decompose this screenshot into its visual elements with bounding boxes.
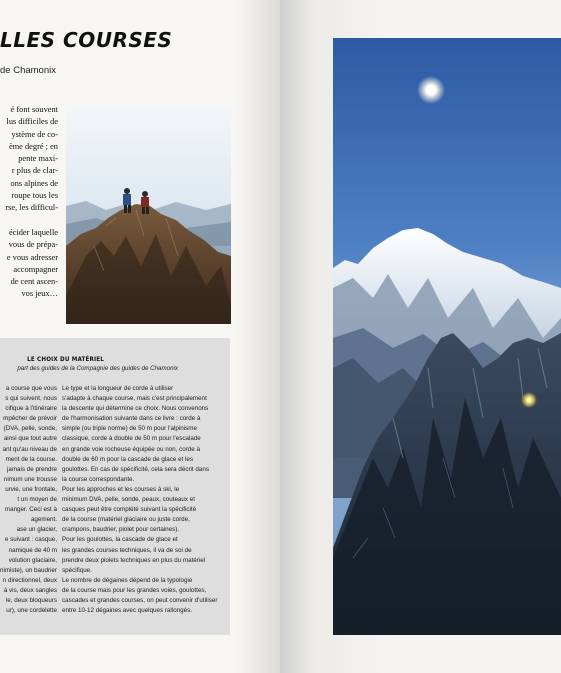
text-line: crampons, baudrier, piolet pour certaines). [62, 526, 180, 534]
text-line: urvie, une frontale, [5, 485, 57, 493]
intro-line: écider laquelle [8, 227, 58, 237]
text-line: en grande voie rocheuse équipée ou non, corde à [62, 445, 200, 453]
intro-line: rse, les difficul- [5, 203, 58, 213]
text-line: double de 60 m pour la cascade de glace et les [62, 455, 193, 463]
text-line: cascades et grandes courses, on peut convenir d'utiliser [62, 596, 218, 604]
text-line: s'adapte à chaque course, mais c'est principalement [62, 395, 207, 403]
text-line: ant qu'au niveau de [2, 445, 57, 453]
text-line: namique de 40 m [8, 546, 57, 554]
text-line: la descente qui détermine ce choix. Nous convenons [62, 405, 209, 413]
text-line: mpêcher de prévoir [3, 415, 57, 423]
sidebar-subtitle: part des guides de la Compagnie des guides de Chamonix [17, 365, 178, 372]
text-line: nimum une trousse [3, 475, 57, 483]
text-line: t un moyen de [17, 496, 57, 504]
text-line: minimum DVA, pelle, sonde, peaux, couteaux et [62, 496, 195, 504]
text-line: casques peut être complété suivant la spécificité [62, 506, 197, 514]
sidebar-column-left [0, 384, 57, 616]
text-line: à vis, deux sangles [3, 586, 57, 594]
text-line: nimiste), un baudrier [0, 566, 57, 574]
text-line: de la course (matériel glaciaire ou juste corde, [62, 516, 190, 524]
sidebar-title: LE CHOIX DU MATÉRIEL [27, 356, 104, 363]
text-line: agement. [30, 516, 57, 524]
intro-line: e vous adresser [6, 252, 58, 262]
text-line: e suivant : casque, [4, 536, 57, 544]
text-line: Pour les approches et les courses à ski, le [62, 485, 180, 493]
intro-line: accompagner [13, 264, 58, 274]
intro-line: vos jeux… [21, 289, 58, 299]
page-subtitle: de Chamonix [0, 65, 56, 76]
text-line: prendre deux piolets techniques en plus du matériel [62, 556, 206, 564]
text-line: jamais de prendre [6, 465, 57, 473]
text-line: classique, corde à double de 50 m pour l'escalade [62, 435, 201, 443]
text-line: a course que vous [5, 385, 57, 392]
intro-line: lus difficiles de [6, 117, 58, 127]
intro-line: ons alpines de [10, 178, 58, 188]
text-line: ase un glacier, [16, 526, 57, 534]
intro-line: é font souvent [10, 105, 58, 114]
intro-line: pente maxi- [18, 154, 58, 164]
intro-line: r plus de clar- [11, 166, 58, 176]
text-line: la course correspondante. [62, 475, 135, 483]
text-line: le, deux bloqueurs [5, 596, 57, 604]
text-line: de la course mais pour les grandes voies, goulottes, [62, 586, 207, 594]
text-line: volution glaciaire, [8, 556, 57, 564]
intro-line [0, 215, 58, 227]
text-line: Le nombre de dégaines dépend de la typologie [62, 576, 193, 584]
text-line: de l'harmonisation suivante dans ce livre : corde à [62, 415, 201, 423]
intro-line: de cent ascen- [10, 277, 58, 287]
text-line: n directionnel, deux [2, 576, 57, 584]
sidebar-column-right [62, 384, 226, 616]
text-line: simple (ou triple norme) de 50 m pour l'alpinisme [62, 425, 197, 433]
intro-line: vous de prépa- [8, 240, 58, 250]
text-line: ment de la course. [5, 455, 57, 463]
text-line: ainsi que tout autre [3, 435, 57, 443]
text-line: les grandes courses techniques, il va de soi de [62, 546, 192, 554]
page-title: LLES COURSES [0, 28, 173, 52]
intro-line: ystème de co- [11, 129, 58, 139]
intro-line: roupe tous les [11, 191, 58, 201]
text-line: entre 10-12 dégaines avec quelques rallongés. [62, 607, 192, 615]
intro-line: ème degré ; en [8, 141, 58, 151]
text-line: Le type et la longueur de corde à utiliser [62, 385, 174, 392]
mont-blanc-night-photo [333, 38, 561, 635]
intro-text [0, 104, 58, 301]
climbers-summit-photo [66, 106, 231, 324]
text-line: manger. Ceci est à [4, 506, 57, 514]
text-line: (DVA, pelle, sonde, [3, 425, 57, 433]
text-line: ur), une cordelette [6, 607, 57, 615]
text-line: Pour les goulottes, la cascade de glace et [62, 536, 178, 544]
text-line: spécifique. [62, 566, 92, 574]
text-line: cifique à l'itinéraire [5, 405, 57, 413]
text-line: s qui suivent, nous [5, 395, 57, 403]
text-line: goulottes. En cas de spécificité, cela sera décrit dans [62, 465, 209, 473]
